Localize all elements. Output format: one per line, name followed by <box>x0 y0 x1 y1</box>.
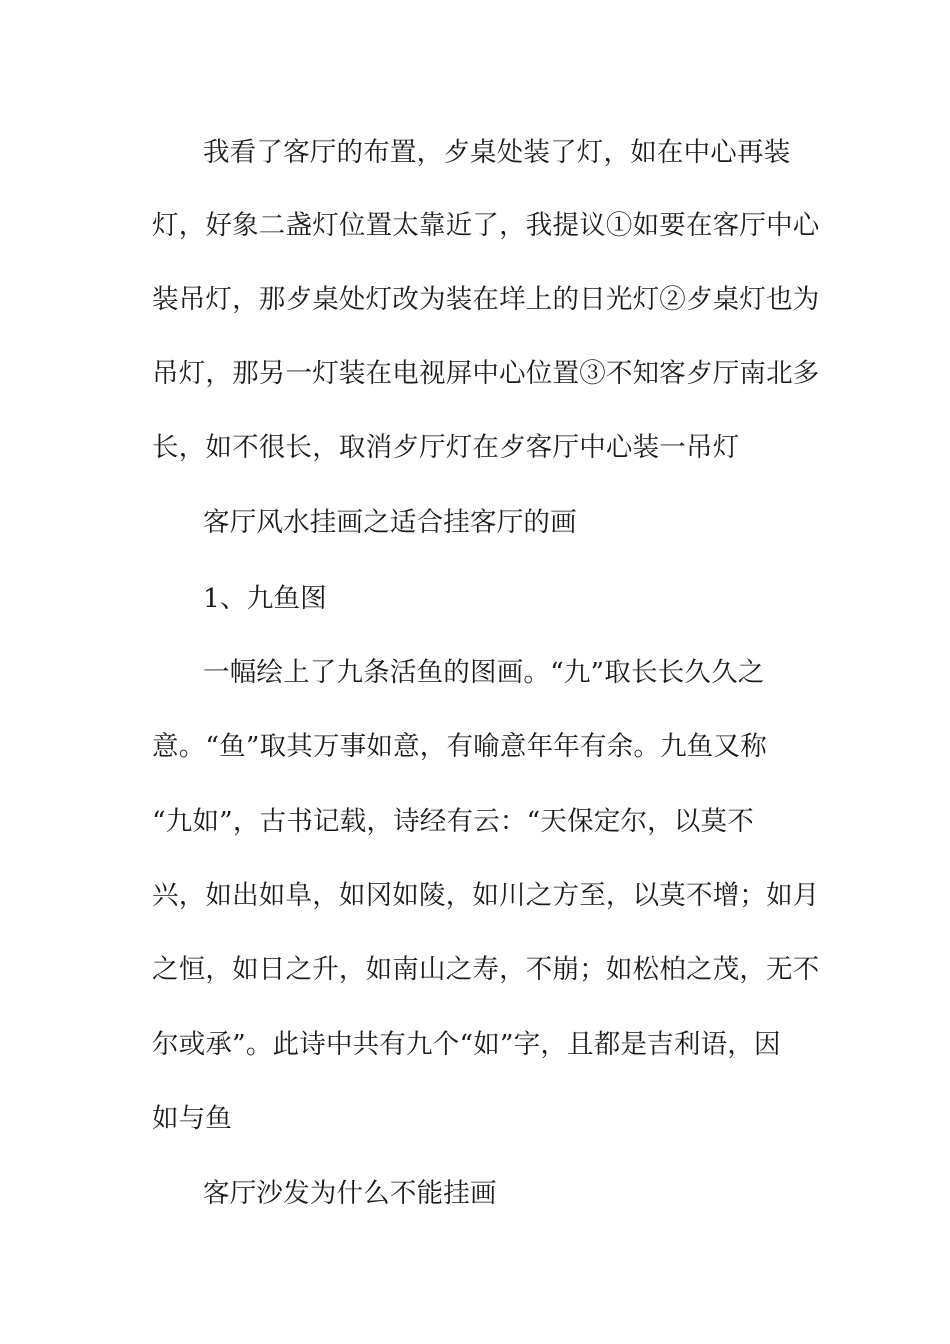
paragraph-2-line-3: “九如”，古书记载，诗经有云：“天保定尔，以莫不 <box>152 806 754 837</box>
section-heading-2: 客厅沙发为什么不能挂画 <box>203 1178 497 1209</box>
paragraph-1-line-2: 灯，好象二盏灯位置太靠近了，我提议①如要在客厅中心 <box>152 210 820 241</box>
paragraph-2-line-6: 尔或承”。此诗中共有九个“如”字，且都是吉利语，因 <box>152 1029 781 1060</box>
paragraph-1-line-4: 吊灯，那另一灯装在电视屏中心位置③不知客歺厅南北多 <box>152 358 820 389</box>
paragraph-2-line-2: 意。“鱼”取其万事如意，有喻意年年有余。九鱼又称 <box>152 731 767 762</box>
paragraph-2-line-7: 如与鱼 <box>152 1103 233 1134</box>
paragraph-2-line-1: 一幅绘上了九条活鱼的图画。“九”取长长久久之 <box>203 657 765 688</box>
paragraph-1-line-1: 我看了客厅的布置，歺桌处装了灯，如在中心再装 <box>203 137 791 168</box>
paragraph-2-line-5: 之恒，如日之升，如南山之寿，不崩；如松柏之茂，无不 <box>152 954 820 985</box>
paragraph-2-line-4: 兴，如出如阜，如冈如陵，如川之方至，以莫不增；如月 <box>152 880 820 911</box>
paragraph-1-line-3: 装吊灯，那歺桌处灯改为装在垟上的日光灯②歺桌灯也为 <box>152 284 820 315</box>
section-heading: 客厅风水挂画之适合挂客厅的画 <box>203 507 577 538</box>
list-item-heading: 1、九鱼图 <box>203 583 327 614</box>
paragraph-1-line-5: 长，如不很长，取消歺厅灯在歺客厅中心装一吊灯 <box>152 432 740 463</box>
